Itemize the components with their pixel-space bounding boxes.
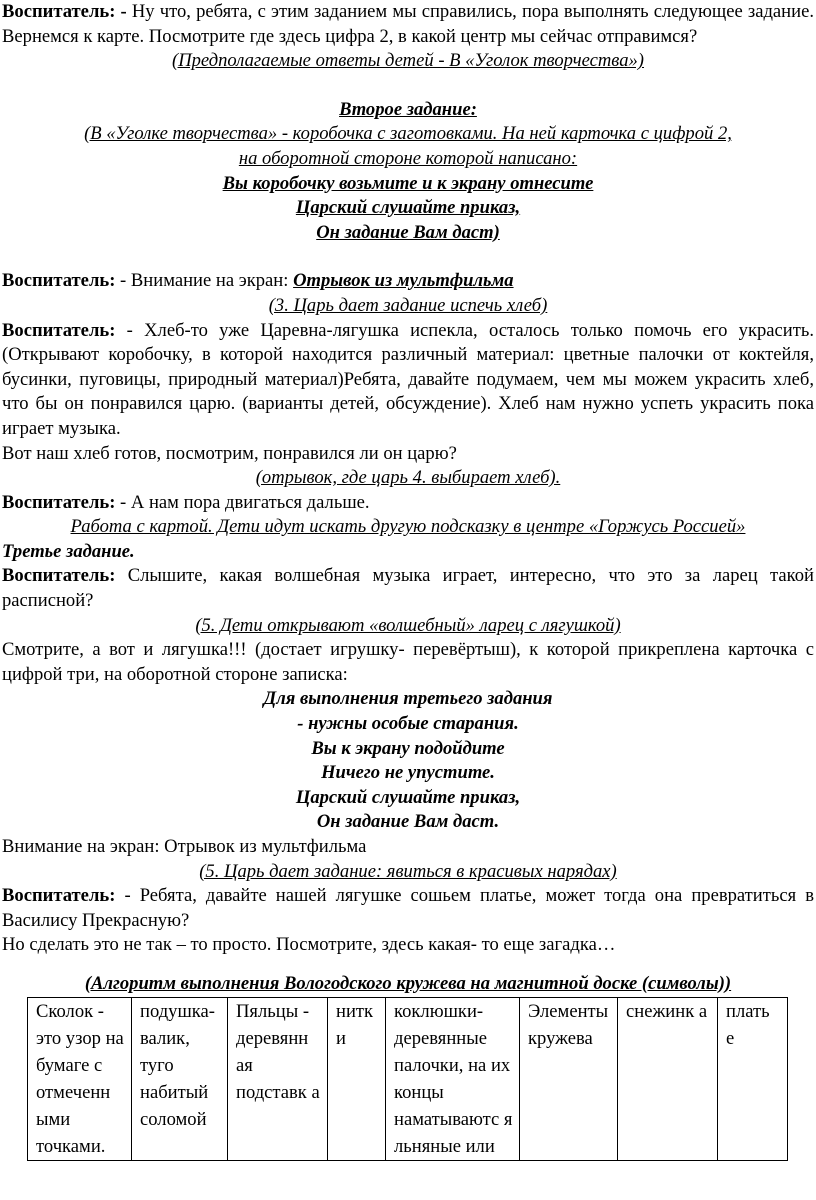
speaker-label: Воспитатель:	[2, 885, 116, 907]
paragraph-text: Слышите, какая волшебная музыка играет, интересно, что это за ларец такой расписной?	[2, 565, 814, 612]
cartoon-excerpt-link: Отрывок из мультфильма	[293, 270, 514, 292]
task3-title: Третье задание.	[2, 540, 135, 562]
table-cell: плать е	[718, 997, 788, 1160]
paragraph-1-note: (Предполагаемые ответы детей - В «Уголок творчества»)	[172, 50, 644, 72]
table-cell: Сколок - это узор на бумаге с отмеченн ыми точками.	[28, 997, 132, 1160]
paragraph-4: Вот наш хлеб готов, посмотрим, понравился ли он царю?	[2, 442, 457, 464]
paragraph-4-note: (отрывок, где царь 4. выбирает хлеб).	[255, 467, 561, 489]
task2-title: Второе задание:	[339, 98, 477, 120]
speaker-label: Воспитатель:	[2, 565, 116, 587]
task3-verse-2: - нужны особые старания.	[297, 713, 519, 735]
task2-line-2: на оборотной стороне которой написано:	[238, 147, 578, 169]
task3-verse-1: Для выполнения третьего задания	[263, 688, 553, 710]
paragraph-5-note: Работа с картой. Дети идут искать другую подсказку в центре «Горжусь Россией»	[70, 516, 746, 538]
table-title: (Алгоритм выполнения Вологодского кружева на магнитной доске (символы))	[84, 972, 732, 994]
table-cell: Пяльцы - деревянн ая подставк а	[228, 997, 328, 1160]
speaker-label: Воспитатель: -	[2, 1, 127, 22]
paragraph-8: Внимание на экран: Отрывок из мультфильма	[2, 836, 367, 857]
algorithm-table	[27, 997, 788, 1161]
paragraph-text: - А нам пора двигаться дальше.	[115, 491, 370, 513]
paragraph-text: Ну что, ребята, с этим заданием мы справились, пора выполнять следующее задание. Вернемся к карте. Посмотрите где здесь цифра 2, в какой центр мы сейчас отправимся?	[2, 1, 814, 47]
task3-verse-5: Царский слушайте приказ,	[295, 786, 521, 808]
task3-verse-3: Вы к экрану подойдите	[311, 737, 505, 759]
paragraph-1	[0, 0, 816, 49]
paragraph-3	[0, 319, 816, 442]
paragraph-6-note: (5. Дети открывают «волшебный» ларец с лягушкой)	[195, 614, 621, 636]
table-cell: нитк и	[328, 997, 386, 1160]
paragraph-8-note: (5. Царь дает задание: явиться в красивых нарядах)	[199, 860, 617, 882]
table-row	[28, 997, 788, 1160]
task2-verse-1: Вы коробочку возьмите и к экрану отнесите	[222, 172, 594, 194]
speaker-label: Воспитатель:	[2, 491, 116, 513]
speaker-label: Воспитатель:	[2, 270, 116, 292]
task3-verse-4: Ничего не упустите.	[321, 762, 495, 784]
table-cell: подушка-валик, туго набитый соломой	[132, 997, 228, 1160]
table-cell: коклюшки-деревянные палочки, на их концы наматываютс я льняные или	[386, 997, 520, 1160]
task2-line-1: (В «Уголке творчества» - коробочка с заготовками. На ней карточка с цифрой 2,	[84, 123, 732, 145]
table-cell: снежинк а	[618, 997, 718, 1160]
paragraph-9	[0, 884, 816, 933]
paragraph-2	[0, 269, 816, 294]
paragraph-text: - Хлеб-то уже Царевна-лягушка испекла, осталось только помочь его украсить. (Открывают коробочку, в которой находится различный материал: цветные палочки от коктейля, бусинки, пуговицы, природный материал)Ребята, давайте подумаем, чем мы можем украсить хлеб, что бы он понравился царю. (варианты детей, обсуждение). Хлеб нам нужно успеть украсить пока играет музыка.	[2, 319, 814, 439]
spacer	[0, 245, 816, 269]
spacer	[0, 74, 816, 98]
speaker-label: Воспитатель:	[2, 319, 116, 341]
task2-verse-2: Царский слушайте приказ,	[295, 197, 521, 219]
task3-verse-6: Он задание Вам даст.	[316, 811, 500, 833]
paragraph-10: Но сделать это не так – то просто. Посмотрите, здесь какая- то еще загадка…	[2, 934, 616, 956]
paragraph-6	[0, 564, 816, 613]
paragraph-5	[0, 491, 816, 516]
task2-verse-3: Он задание Вам даст)	[316, 221, 500, 243]
paragraph-2-note: (3. Царь дает задание испечь хлеб)	[268, 294, 548, 316]
paragraph-text: - Внимание на экран:	[115, 270, 294, 292]
paragraph-text: - Ребята, давайте нашей лягушке сошьем платье, может тогда она превратиться в Василису Прекрасную?	[2, 885, 814, 931]
spacer	[0, 958, 816, 972]
paragraph-7: Смотрите, а вот и лягушка!!! (достает игрушку- перевёртыш), к которой прикреплена карточка с цифрой три, на оборотной стороне записка:	[2, 639, 814, 685]
table-cell: Элементы кружева	[520, 997, 618, 1160]
